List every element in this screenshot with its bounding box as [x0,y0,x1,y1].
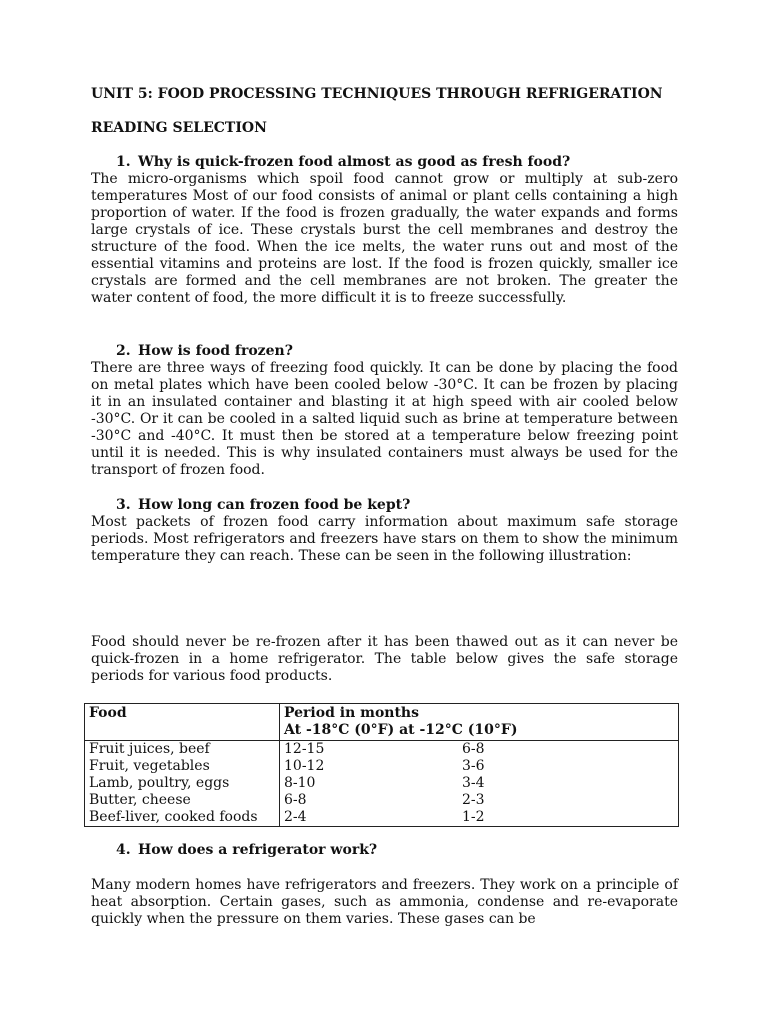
period-row [284,792,674,809]
header-period-cell [280,704,679,741]
header-period: Period in months [284,705,419,721]
food-cell: Fruit juices, beef [89,741,210,757]
food-cell: Fruit, vegetables [89,758,210,774]
period-18c: 2-4 [284,809,307,825]
food-column [85,741,280,827]
section-title: READING SELECTION [91,120,267,136]
period-18c: 12-15 [284,741,325,757]
question-1-heading [116,154,570,171]
question-3-number: 3. [116,497,131,513]
period-column [280,741,679,827]
period-12c: 3-4 [462,775,485,791]
question-4-number: 4. [116,842,131,858]
header-temperatures: At -18°C (0°F) at -12°C (10°F) [284,722,518,738]
table-body-row [85,741,679,827]
period-12c: 1-2 [462,809,485,825]
period-18c: 10-12 [284,758,325,774]
period-row [284,809,674,826]
period-18c: 8-10 [284,775,316,791]
paragraph-3b: Food should never be re-frozen after it has been thawed out as it can never be quick-frozen in a home refrigerator. The table below gives the safe storage periods for various food products. [91,634,678,684]
food-cell: Lamb, poultry, eggs [89,775,230,791]
food-cell: Butter, cheese [89,792,191,808]
header-food: Food [85,704,280,741]
period-row [284,741,674,758]
table-header-row [85,704,679,741]
period-12c: 6-8 [462,741,485,757]
question-3-heading [116,497,410,514]
paragraph-1: The micro-organisms which spoil food cannot grow or multiply at sub-zero temperatures Most of our food consists of animal or plant cells containing a high proportion of water. If the food is frozen gradually, the water expands and forms large crystals of ice. These crystals burst the cell membranes and destroy the structure of the food. When the ice melts, the water runs out and most of the essential vitamins and proteins are lost. If the food is frozen quickly, smaller ice crystals are formed and the cell membranes are not broken. The greater the water content of food, the more difficult it is to freeze successfully. [91,171,678,306]
paragraph-3: Most packets of frozen food carry information about maximum safe storage periods. Most refrigerators and freezers have stars on them to show the minimum temperature they can reach. These can be seen in the following illustration: [91,514,678,564]
question-2-heading [116,343,293,360]
question-2-text: How is food frozen? [138,343,293,359]
food-cell: Beef-liver, cooked foods [89,809,258,825]
question-4-text: How does a refrigerator work? [138,842,378,858]
question-1-text: Why is quick-frozen food almost as good as fresh food? [138,154,571,170]
period-row [284,775,674,792]
period-18c: 6-8 [284,792,307,808]
question-3-text: How long can frozen food be kept? [138,497,411,513]
period-12c: 2-3 [462,792,485,808]
storage-periods-table [84,703,679,827]
period-12c: 3-6 [462,758,485,774]
unit-title: UNIT 5: FOOD PROCESSING TECHNIQUES THROUGH REFRIGERATION [91,86,663,102]
question-1-number: 1. [116,154,131,170]
question-2-number: 2. [116,343,131,359]
paragraph-4: Many modern homes have refrigerators and freezers. They work on a principle of heat absorption. Certain gases, such as ammonia, condense and re-evaporate quickly when the pressure on them varies. These gases can be [91,877,678,927]
question-4-heading [116,842,377,859]
period-row [284,758,674,775]
paragraph-2: There are three ways of freezing food quickly. It can be done by placing the food on metal plates which have been cooled below -30°C. It can be frozen by placing it in an insulated container and blasting it at high speed with air cooled below -30°C. Or it can be cooled in a salted liquid such as brine at temperature between -30°C and -40°C. It must then be stored at a temperature below freezing point until it is needed. This is why insulated containers must always be used for the transport of frozen food. [91,360,678,478]
